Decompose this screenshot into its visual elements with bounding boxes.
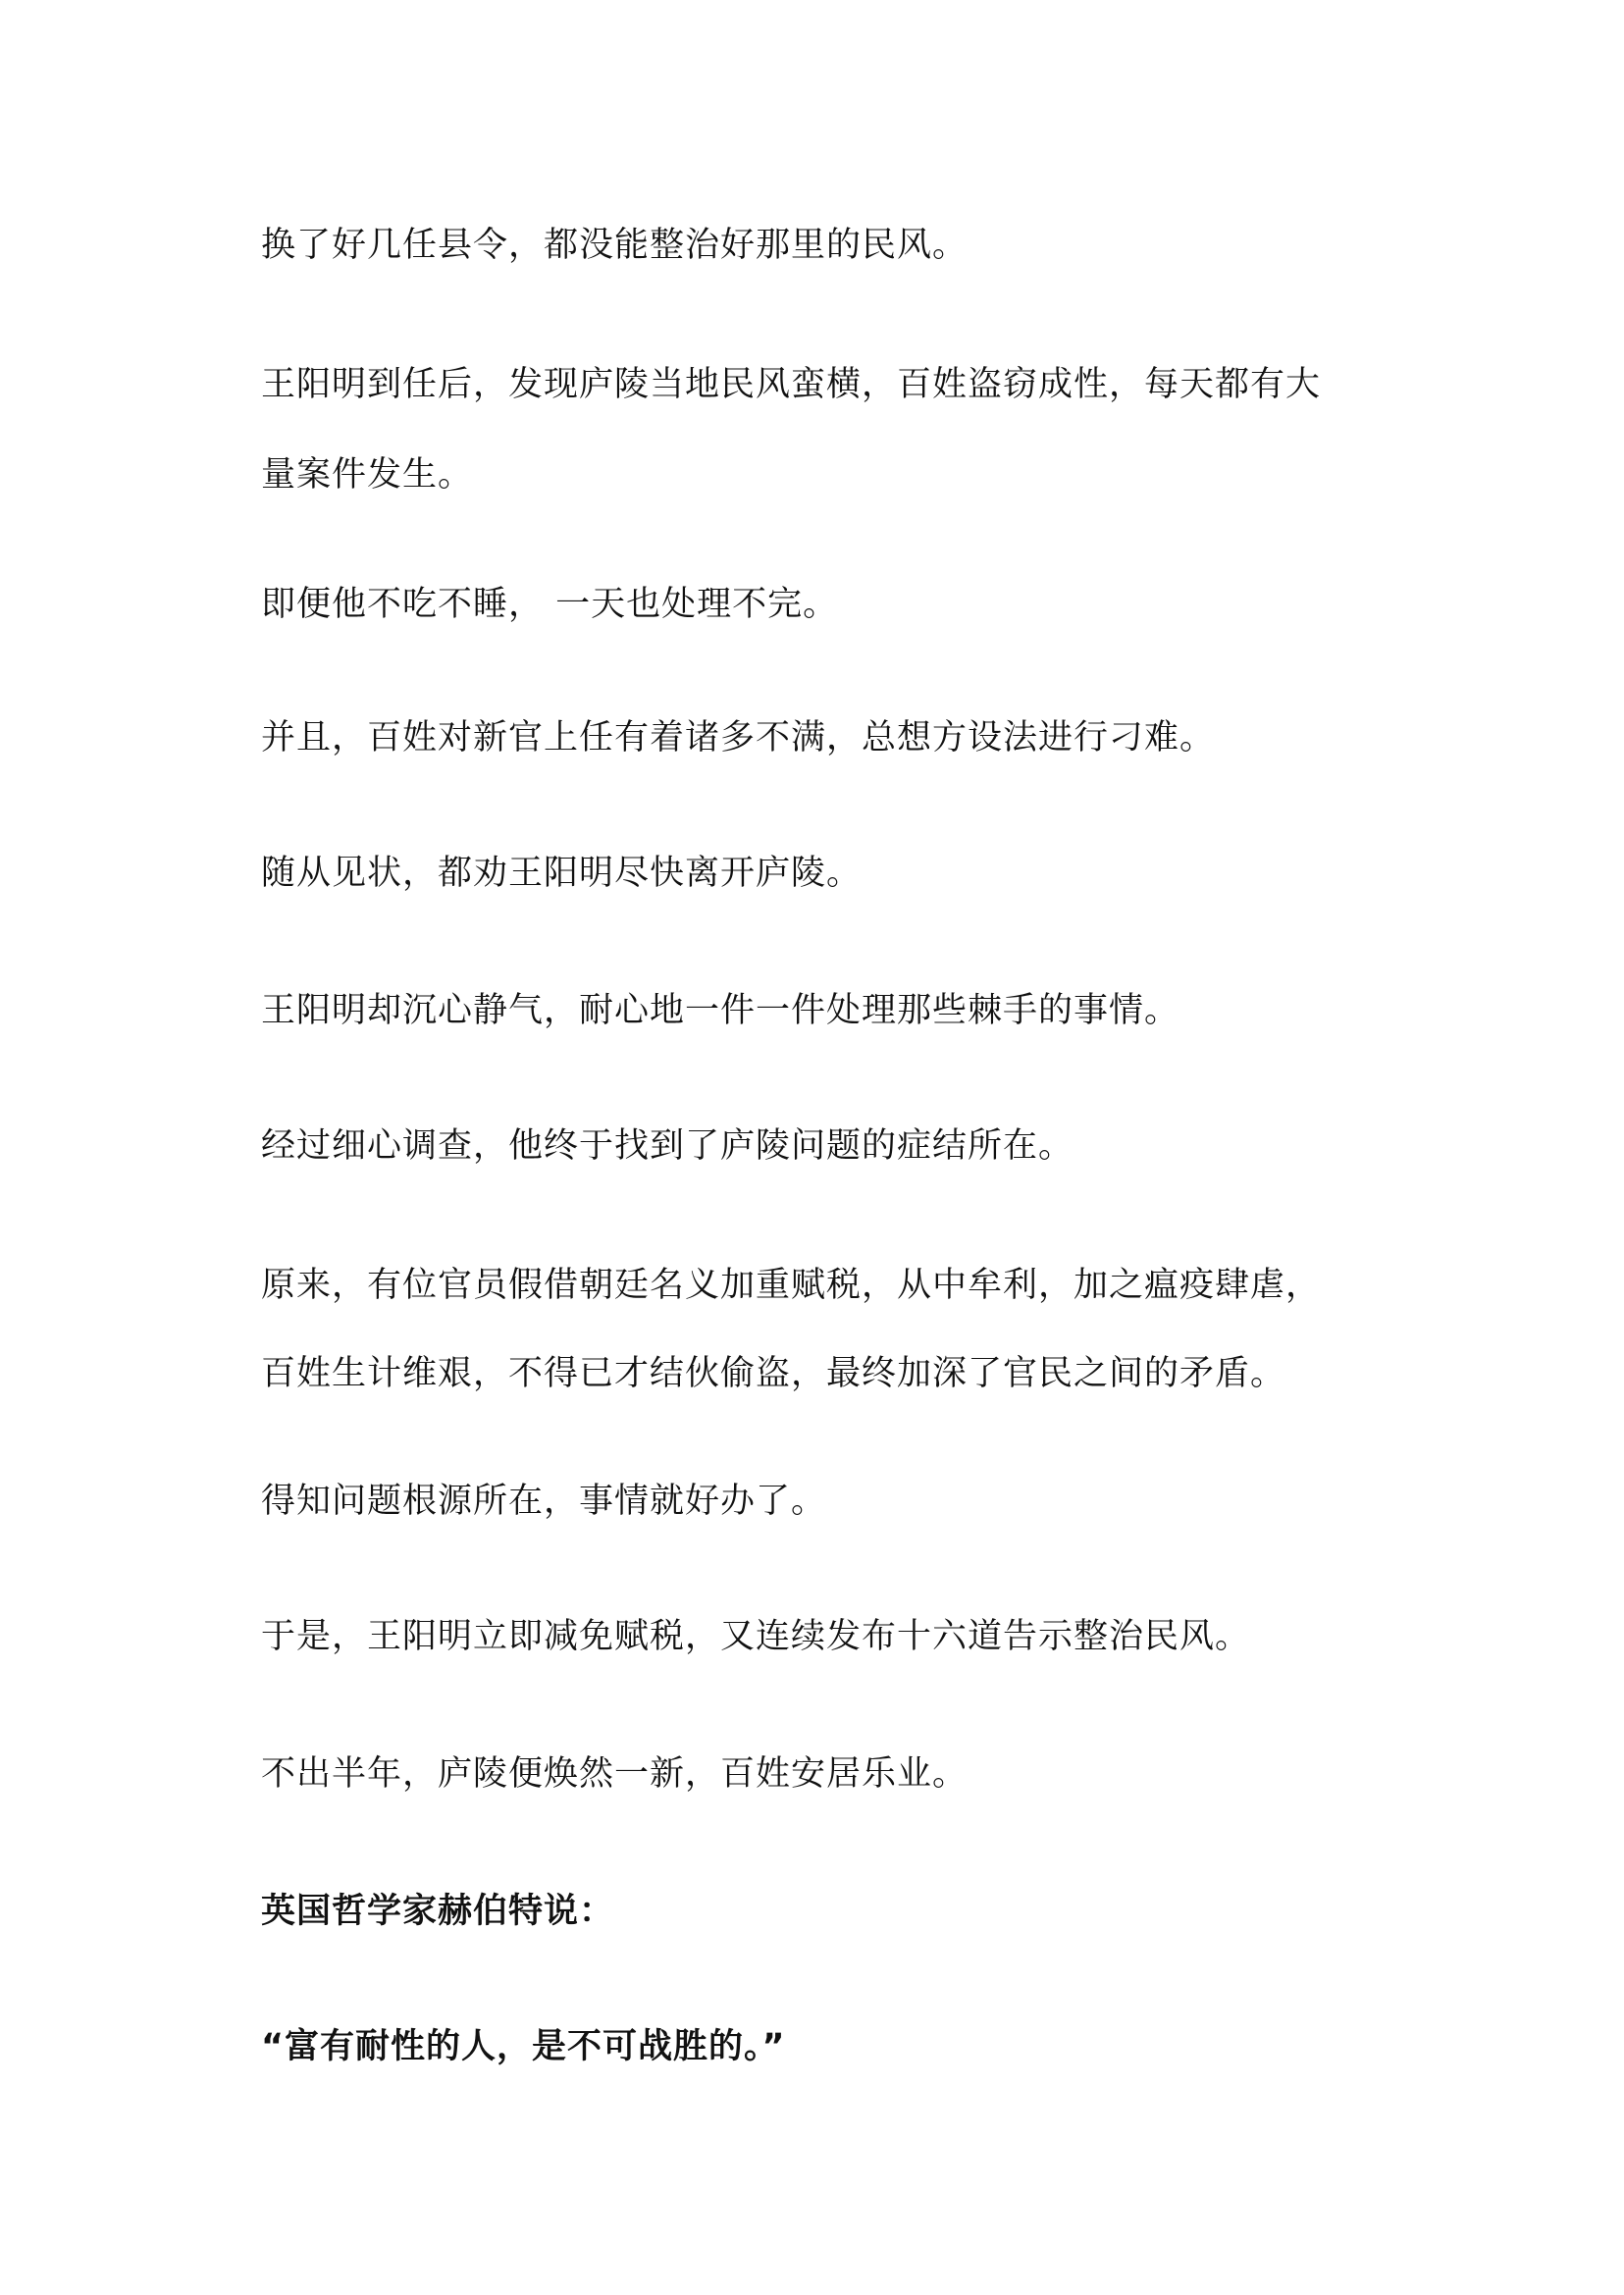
paragraph-8-line-1: 原来，有位官员假借朝廷名义加重赋税，从中牟利，加之瘟疫肆虐， [261,1266,1322,1305]
paragraph-4-line-1: 并且，百姓对新官上任有着诸多不满，总想方设法进行刁难。 [261,718,1216,757]
quote-line: “富有耐性的人，是不可战胜的。” [261,2027,786,2066]
paragraph-6-line-1: 王阳明却沉心静气，耐心地一件一件处理那些棘手的事情。 [261,991,1180,1030]
paragraph-8-line-2: 百姓生计维艰，不得已才结伙偷盗，最终加深了官民之间的矛盾。 [261,1354,1286,1393]
paragraph-1-line-1: 换了好几任县令，都没能整治好那里的民风。 [261,226,969,265]
paragraph-10-line-1: 于是，王阳明立即减免赋税，又连续发布十六道告示整治民风。 [261,1617,1251,1656]
paragraph-11-line-1: 不出半年，庐陵便焕然一新，百姓安居乐业。 [261,1754,969,1794]
paragraph-3-line-1: 即便他不吃不睡， 一天也处理不完。 [261,585,839,624]
paragraph-2-line-1: 王阳明到任后，发现庐陵当地民风蛮横，百姓盗窃成性，每天都有大 [261,365,1322,404]
paragraph-12-line-1: 英国哲学家赫伯特说： [261,1892,615,1931]
paragraph-5-line-1: 随从见状，都劝王阳明尽快离开庐陵。 [261,854,863,893]
paragraph-7-line-1: 经过细心调查，他终于找到了庐陵问题的症结所在。 [261,1126,1074,1166]
paragraph-9-line-1: 得知问题根源所在，事情就好办了。 [261,1482,827,1521]
paragraph-2-line-2: 量案件发生。 [261,455,474,495]
